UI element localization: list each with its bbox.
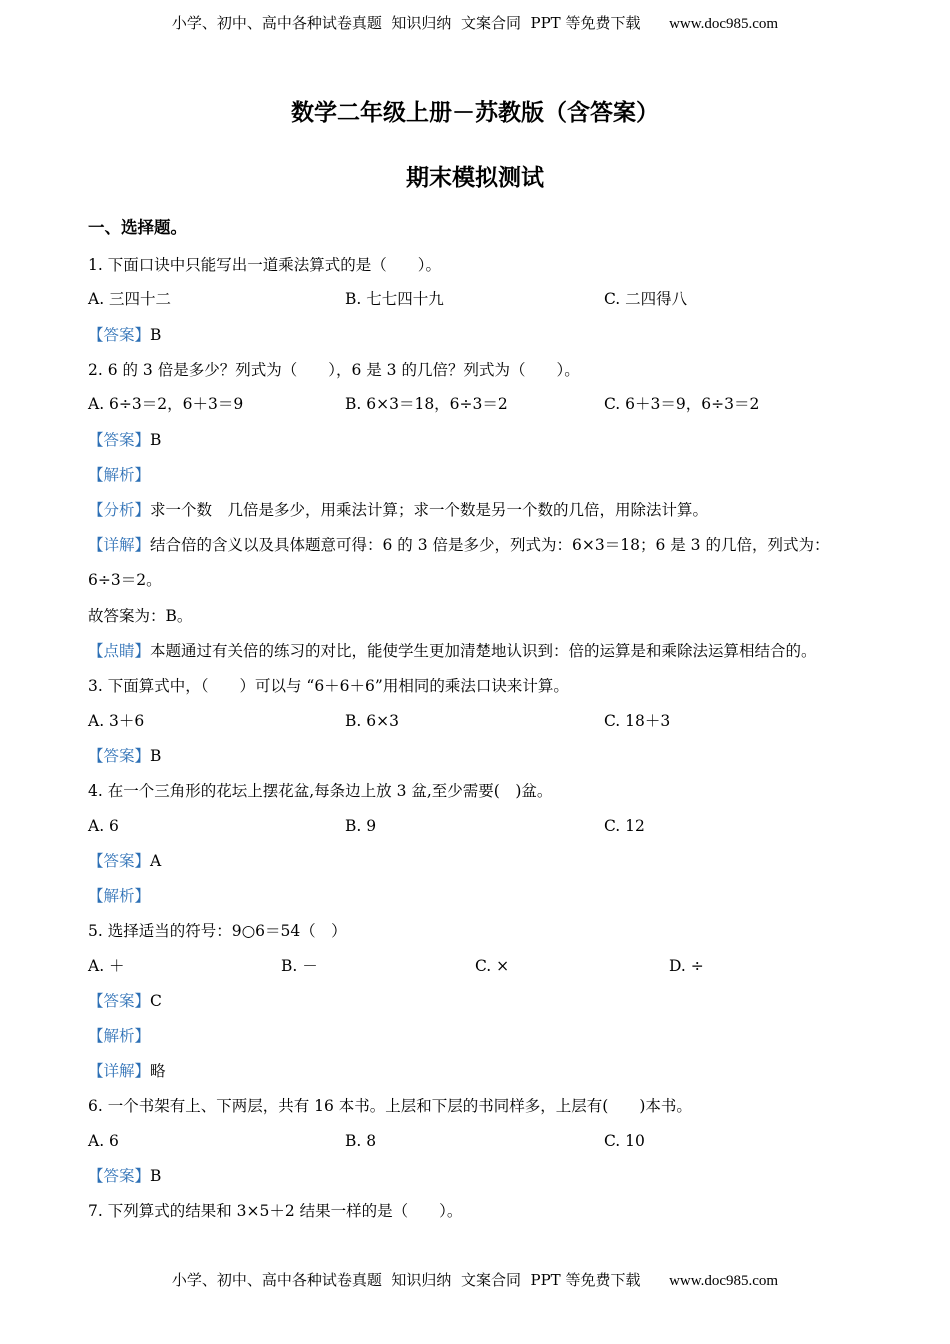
question-4-option-b: B. 9 bbox=[345, 817, 377, 835]
question-4-answer: 【答案】A bbox=[88, 852, 162, 870]
question-3-option-c: C. 18＋3 bbox=[604, 712, 671, 730]
question-1-answer-value: B bbox=[150, 326, 162, 344]
question-6-answer: 【答案】B bbox=[88, 1167, 162, 1185]
question-6-option-a: A. 6 bbox=[88, 1132, 119, 1150]
question-5-option-d: D. ÷ bbox=[669, 957, 704, 975]
footer-text: 小学、初中、高中各种试卷真题 知识归纳 文案合同 PPT 等免费下载 bbox=[171, 1271, 641, 1289]
question-5-option-b: B. － bbox=[281, 957, 318, 975]
footer-site-link[interactable]: www.doc985.com bbox=[669, 1273, 779, 1289]
question-2-analysis-label: 【解析】 bbox=[88, 466, 151, 484]
question-1-option-b: B. 七七四十九 bbox=[345, 290, 444, 308]
question-2-xiangjie-line1: 【详解】结合倍的含义以及具体题意可得：6 的 3 倍是多少，列式为：6×3＝18；6 是 3 的几倍，列式为： bbox=[88, 536, 830, 554]
question-2-option-c: C. 6＋3＝9，6÷3＝2 bbox=[604, 395, 760, 413]
question-1-option-c: C. 二四得八 bbox=[604, 290, 688, 308]
question-5-xiangjie: 【详解】略 bbox=[88, 1062, 166, 1080]
header-site-link[interactable]: www.doc985.com bbox=[669, 16, 779, 32]
question-5-answer: 【答案】C bbox=[88, 992, 162, 1010]
question-3-stem: 3. 下面算式中，（ ）可以与 “6＋6＋6”用相同的乘法口诀来计算。 bbox=[88, 677, 569, 695]
section-heading: 一、选择题。 bbox=[88, 218, 187, 237]
page-header bbox=[0, 13, 950, 34]
question-3-option-b: B. 6×3 bbox=[345, 712, 399, 730]
question-2-stem: 2. 6 的 3 倍是多少？列式为（ ），6 是 3 的几倍？列式为（ ）。 bbox=[88, 361, 580, 379]
question-7-stem: 7. 下列算式的结果和 3×5＋2 结果一样的是（ ）。 bbox=[88, 1202, 463, 1220]
question-2-conclusion: 故答案为：B。 bbox=[88, 607, 193, 625]
question-6-answer-value: B bbox=[150, 1167, 162, 1185]
question-2-option-b: B. 6×3＝18，6÷3＝2 bbox=[345, 395, 508, 413]
question-3-answer: 【答案】B bbox=[88, 747, 162, 765]
question-3-answer-value: B bbox=[150, 747, 162, 765]
page-footer bbox=[0, 1270, 950, 1291]
document-subtitle: 期末模拟测试 bbox=[406, 164, 544, 191]
question-2-answer: 【答案】B bbox=[88, 431, 162, 449]
question-6-stem: 6. 一个书架有上、下两层，共有 16 本书。上层和下层的书同样多，上层有( )本书。 bbox=[88, 1097, 692, 1115]
header-text: 小学、初中、高中各种试卷真题 知识归纳 文案合同 PPT 等免费下载 bbox=[171, 14, 641, 32]
question-4-option-a: A. 6 bbox=[88, 817, 119, 835]
question-5-analysis-label: 【解析】 bbox=[88, 1027, 151, 1045]
question-2-answer-value: B bbox=[150, 431, 162, 449]
question-4-stem: 4. 在一个三角形的花坛上摆花盆,每条边上放 3 盆,至少需要( )盆。 bbox=[88, 782, 553, 800]
question-2-dianjing: 【点睛】本题通过有关倍的练习的对比，能使学生更加清楚地认识到：倍的运算是和乘除法运算相结合的。 bbox=[88, 642, 817, 660]
question-4-option-c: C. 12 bbox=[604, 817, 645, 835]
document-title: 数学二年级上册－苏教版（含答案） bbox=[291, 99, 659, 126]
question-6-option-b: B. 8 bbox=[345, 1132, 377, 1150]
question-6-option-c: C. 10 bbox=[604, 1132, 645, 1150]
question-2-xiangjie-line2: 6÷3＝2。 bbox=[88, 571, 162, 589]
question-5-option-a: A. ＋ bbox=[88, 957, 125, 975]
question-2-fenxi: 【分析】求一个数 几倍是多少，用乘法计算；求一个数是另一个数的几倍，用除法计算。 bbox=[88, 501, 709, 519]
question-1-stem: 1. 下面口诀中只能写出一道乘法算式的是（ ）。 bbox=[88, 256, 441, 274]
question-4-answer-value: A bbox=[150, 852, 162, 870]
question-2-option-a: A. 6÷3＝2，6＋3＝9 bbox=[88, 395, 244, 413]
question-1-option-a: A. 三四十二 bbox=[88, 290, 172, 308]
question-5-option-c: C. × bbox=[475, 957, 510, 975]
question-1-answer: 【答案】B bbox=[88, 326, 162, 344]
question-3-option-a: A. 3＋6 bbox=[88, 712, 145, 730]
question-4-analysis-label: 【解析】 bbox=[88, 887, 151, 905]
question-5-stem: 5. 选择适当的符号：9○6＝54（ ） bbox=[88, 922, 347, 940]
question-5-answer-value: C bbox=[150, 992, 162, 1010]
